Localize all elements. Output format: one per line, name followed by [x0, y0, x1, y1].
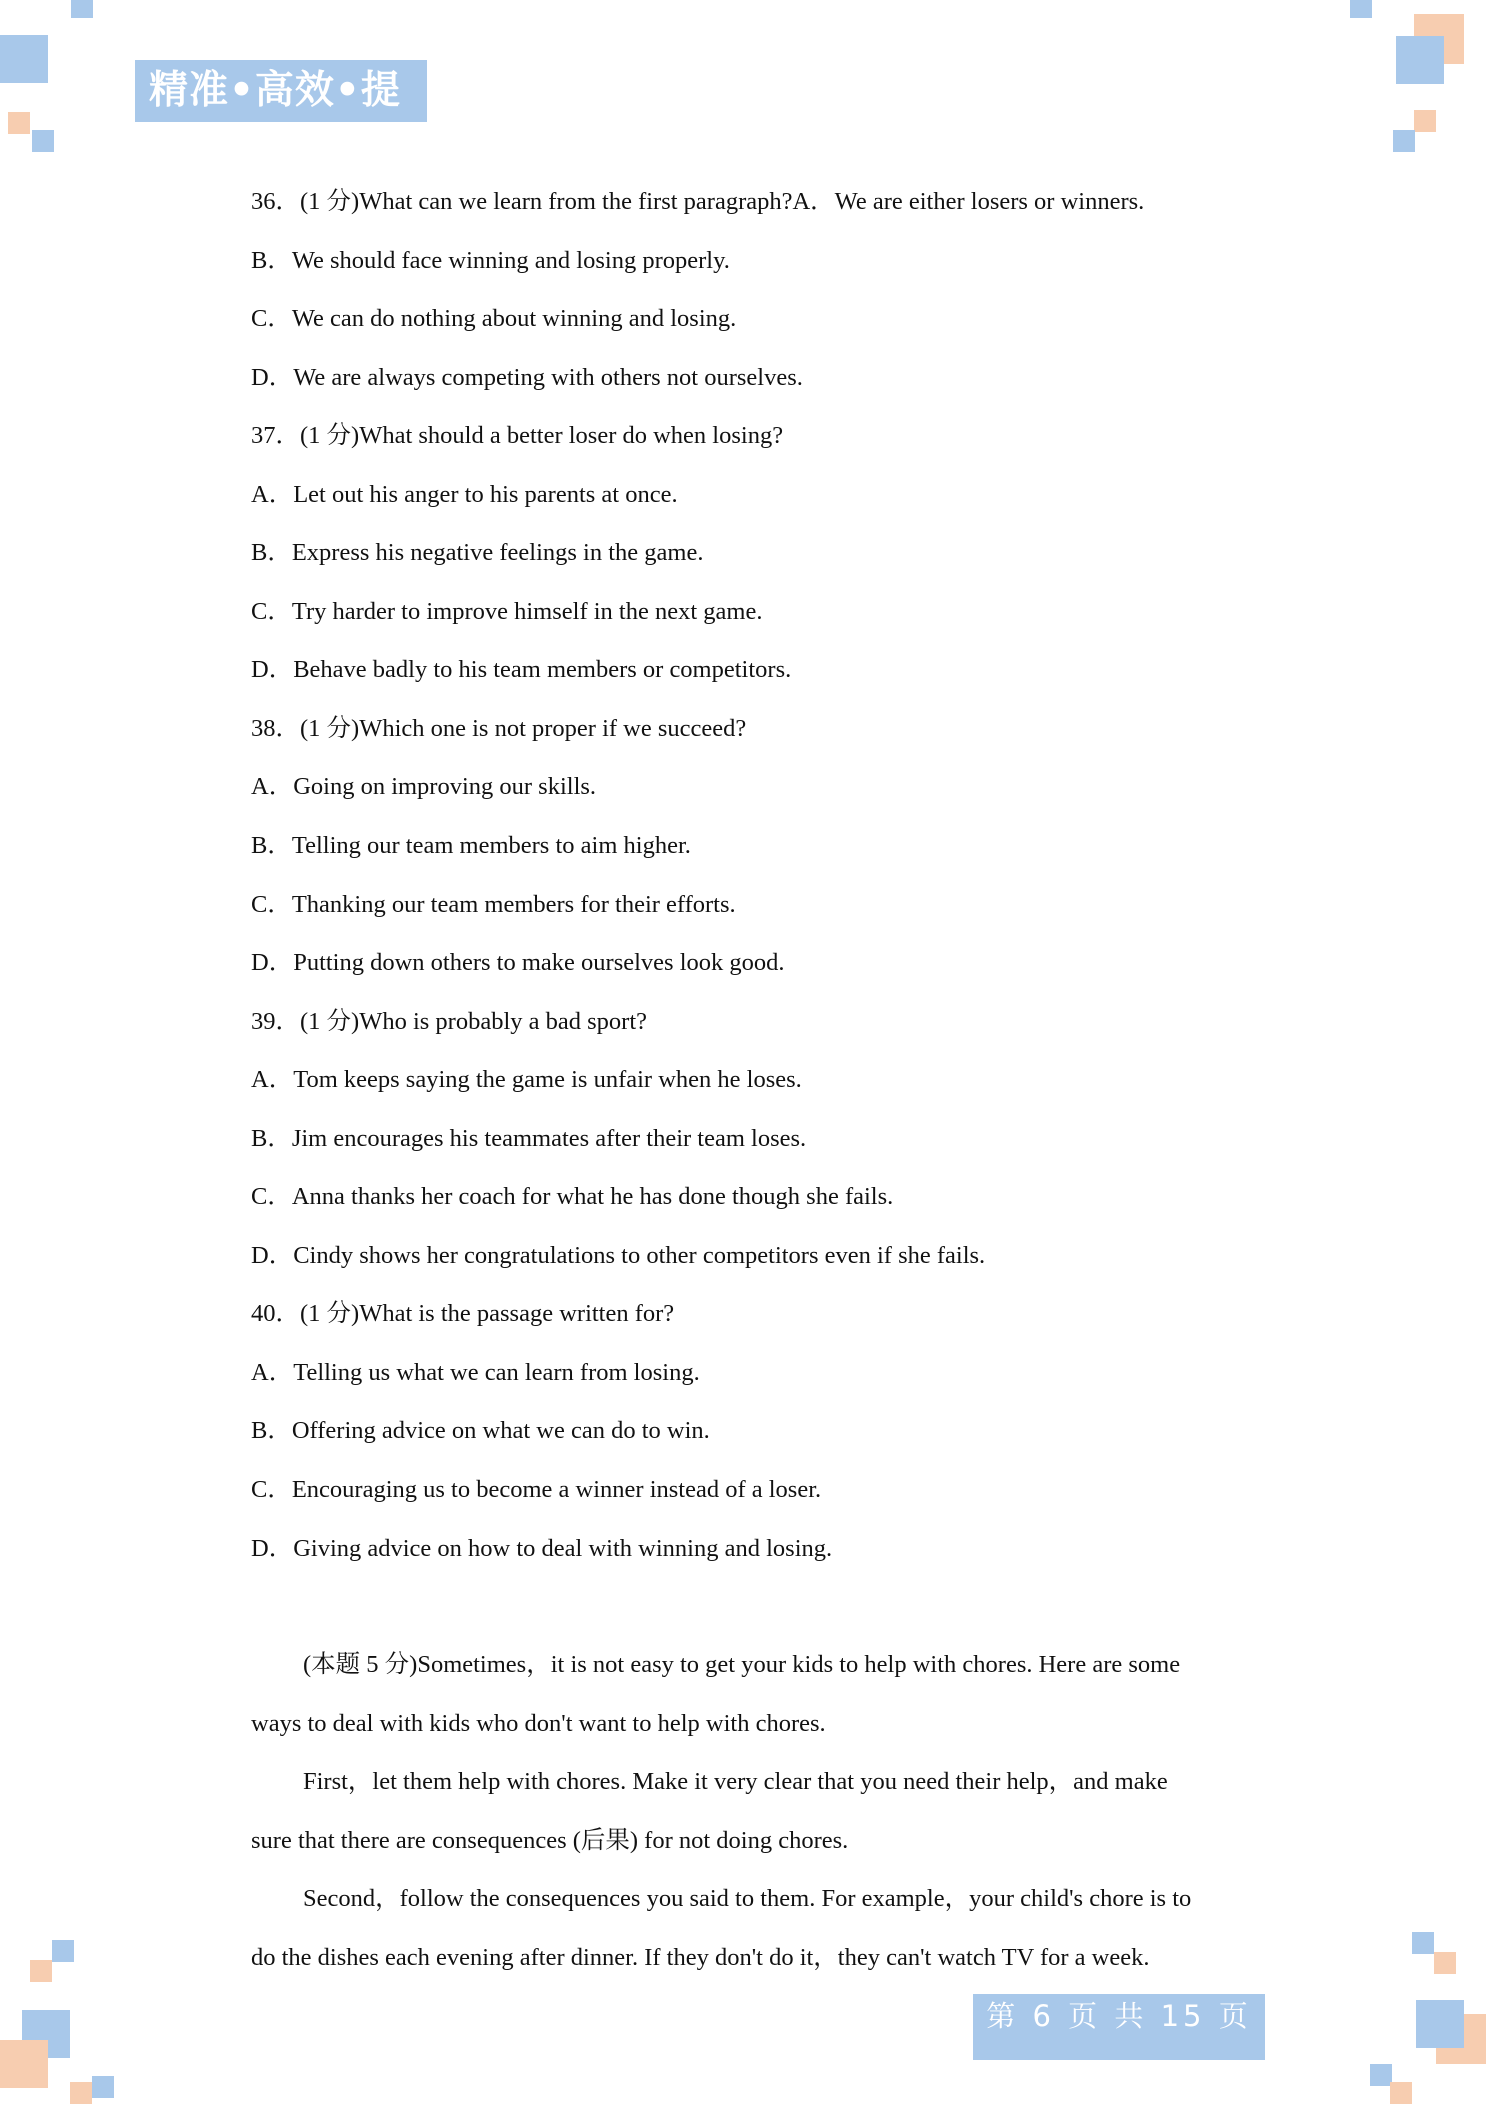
- header-banner: [135, 60, 427, 175]
- option-line: D．Behave badly to his team members or competitors.: [251, 656, 792, 684]
- decor-square: [1396, 36, 1444, 84]
- decor-square: [70, 2082, 92, 2104]
- passage-line: (本题 5 分)Sometimes，it is not easy to get your kids to help with chores. Here are some: [303, 1651, 1181, 1678]
- page-number-badge: [973, 1994, 1265, 2060]
- decor-square: [0, 35, 48, 83]
- reading-passage: [251, 1644, 1251, 1995]
- decor-square: [1412, 1932, 1434, 1954]
- option-line: A．Going on improving our skills.: [251, 773, 597, 801]
- option-line: B．Offering advice on what we can do to win.: [251, 1417, 710, 1445]
- passage-line: sure that there are consequences (后果) for not doing chores.: [251, 1826, 849, 1854]
- banner-title: 精准•高效•提升: [149, 68, 401, 175]
- decor-square: [30, 1960, 52, 1982]
- question-line: 38．(1 分)Which one is not proper if we succeed?: [251, 714, 747, 742]
- question-line: 36．(1 分)What can we learn from the first paragraph?A．We are either losers or winners.: [251, 188, 1145, 215]
- option-line: D．Giving advice on how to deal with winning and losing.: [251, 1534, 833, 1562]
- question-list: [251, 181, 1251, 1586]
- question-line: 39．(1 分)Who is probably a bad sport?: [251, 1007, 647, 1035]
- passage-line: Second，follow the consequences you said to them. For example，your child's chore is to: [303, 1885, 1192, 1913]
- decor-square: [1434, 1952, 1456, 1974]
- option-line: A．Let out his anger to his parents at once.: [251, 480, 678, 508]
- decor-square: [32, 130, 54, 152]
- decor-square: [1393, 130, 1415, 152]
- option-line: D．Putting down others to make ourselves look good.: [251, 949, 785, 977]
- decor-square: [92, 2076, 114, 2098]
- option-line: C．Try harder to improve himself in the next game.: [251, 597, 763, 625]
- question-line: 37．(1 分)What should a better loser do when losing?: [251, 422, 784, 450]
- option-line: C．Thanking our team members for their efforts.: [251, 890, 736, 918]
- option-line: B．We should face winning and losing properly.: [251, 246, 730, 274]
- option-line: C．Anna thanks her coach for what he has done though she fails.: [251, 1183, 894, 1211]
- decor-square: [71, 0, 93, 18]
- decor-square: [1414, 110, 1436, 132]
- page-number-label: 第 6 页 共 15 页: [986, 1999, 1252, 2033]
- decor-square: [1390, 2082, 1412, 2104]
- option-line: D．Cindy shows her congratulations to other competitors even if she fails.: [251, 1241, 986, 1269]
- passage-line: First，let them help with chores. Make it very clear that you need their help，and make: [303, 1768, 1168, 1796]
- decor-square: [52, 1940, 74, 1962]
- option-line: B．Telling our team members to aim higher.: [251, 832, 691, 860]
- option-line: C．Encouraging us to become a winner instead of a loser.: [251, 1476, 822, 1504]
- option-line: A．Telling us what we can learn from losing.: [251, 1358, 700, 1386]
- decor-square: [1350, 0, 1372, 18]
- question-line: 40．(1 分)What is the passage written for?: [251, 1300, 675, 1328]
- passage-line: ways to deal with kids who don't want to help with chores.: [251, 1709, 826, 1737]
- option-line: D．We are always competing with others not ourselves.: [251, 363, 803, 391]
- decor-square: [8, 112, 30, 134]
- option-line: B．Express his negative feelings in the game.: [251, 539, 704, 567]
- option-line: B．Jim encourages his teammates after their team loses.: [251, 1124, 807, 1152]
- option-line: C．We can do nothing about winning and losing.: [251, 305, 737, 333]
- option-line: A．Tom keeps saying the game is unfair when he loses.: [251, 1066, 802, 1094]
- passage-line: do the dishes each evening after dinner. If they don't do it，they can't watch TV for a week.: [251, 1943, 1150, 1971]
- decor-square: [1370, 2064, 1392, 2086]
- decor-square: [0, 2040, 48, 2088]
- decor-square: [1416, 2000, 1464, 2048]
